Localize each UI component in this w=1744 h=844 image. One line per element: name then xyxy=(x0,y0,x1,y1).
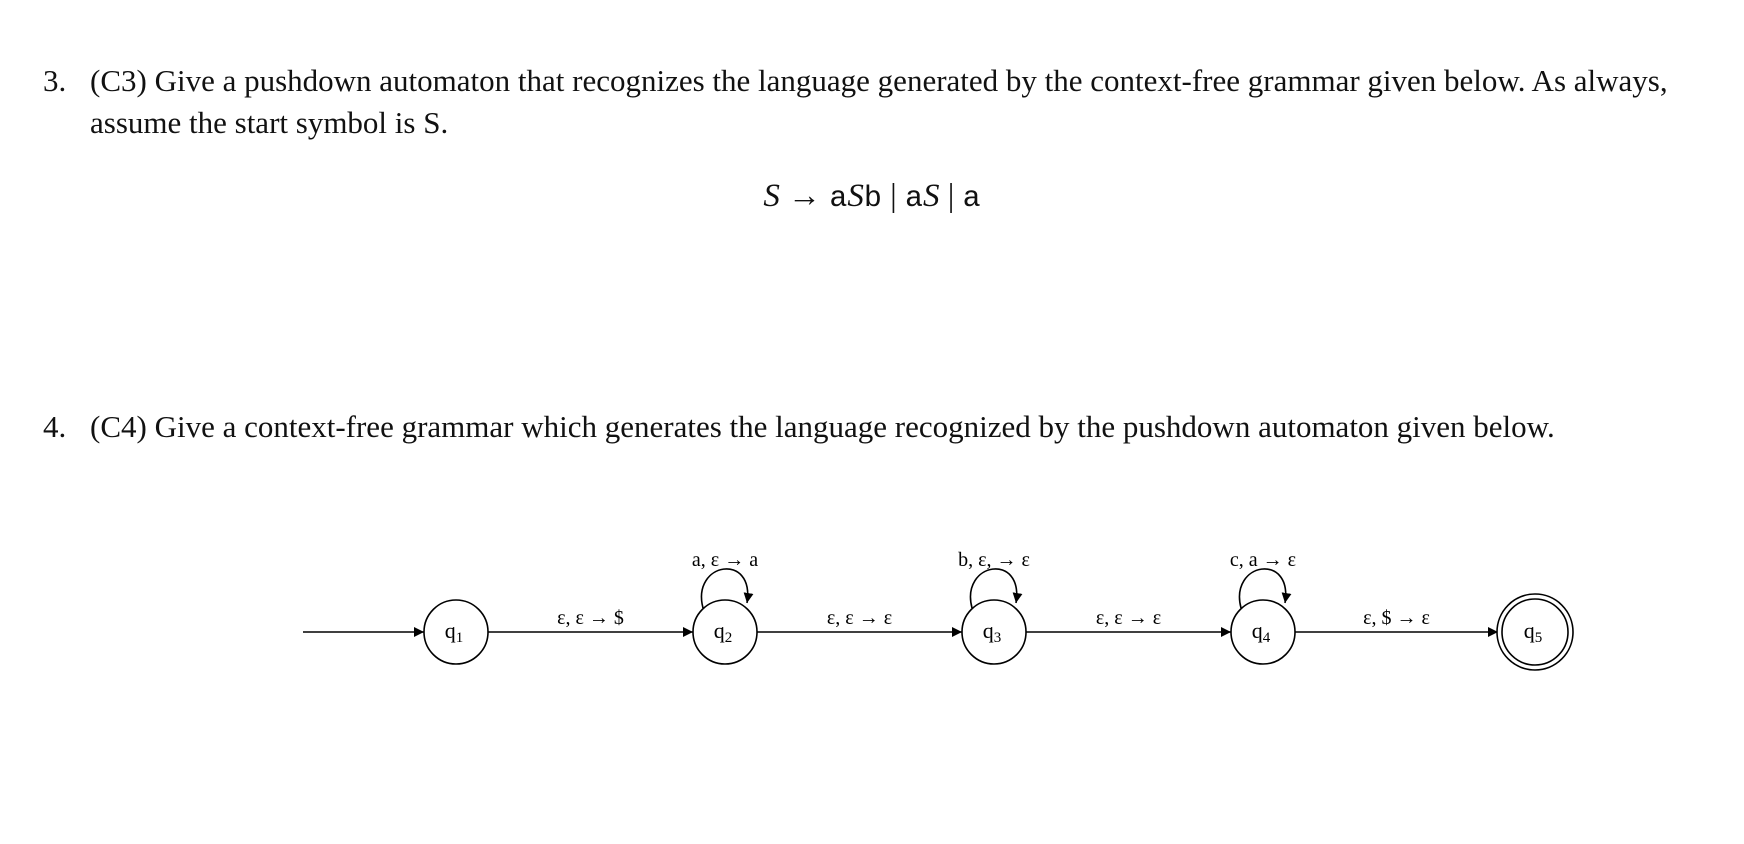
grammar-arrow: → xyxy=(779,178,830,214)
state-label: q4 xyxy=(1251,618,1271,646)
problem-number: 3. xyxy=(43,63,67,98)
state-label: q3 xyxy=(982,618,1002,646)
transition-label: ε, ε → ε xyxy=(1095,607,1162,629)
pushdown-automaton-diagram xyxy=(0,520,1744,680)
state-label: q1 xyxy=(444,618,464,646)
grammar-symbol: a xyxy=(905,182,924,216)
problem-4 xyxy=(43,406,1703,448)
grammar-rule xyxy=(0,178,1744,216)
grammar-symbol: b xyxy=(863,182,882,216)
grammar-symbol: S xyxy=(923,178,940,214)
grammar-symbol: a xyxy=(962,182,981,216)
transition-label: ε, ε → $ xyxy=(557,607,624,629)
grammar-separator: | xyxy=(939,178,963,214)
problem-3 xyxy=(43,60,1703,144)
self-loop-label: b, ε, → ε xyxy=(958,549,1030,571)
state-label: q5 xyxy=(1523,618,1543,646)
grammar-lhs: S xyxy=(763,178,780,214)
grammar-symbol: a xyxy=(829,182,848,216)
self-loop-label: c, a → ε xyxy=(1229,549,1297,571)
transition-label: ε, $ → ε xyxy=(1363,607,1430,629)
transition-label: ε, ε → ε xyxy=(826,607,893,629)
grammar-symbol: S xyxy=(847,178,864,214)
problem-number: 4. xyxy=(43,409,67,444)
grammar-separator: | xyxy=(881,178,905,214)
problem-text: (C3) Give a pushdown automaton that recognizes the language generated by the context-free grammar given below. As always, assume the start symbol is S. xyxy=(90,63,1668,140)
problem-text: (C4) Give a context-free grammar which generates the language recognized by the pushdown automaton given below. xyxy=(90,409,1555,444)
self-loop-label: a, ε → a xyxy=(691,549,759,571)
state-label: q2 xyxy=(713,618,733,646)
